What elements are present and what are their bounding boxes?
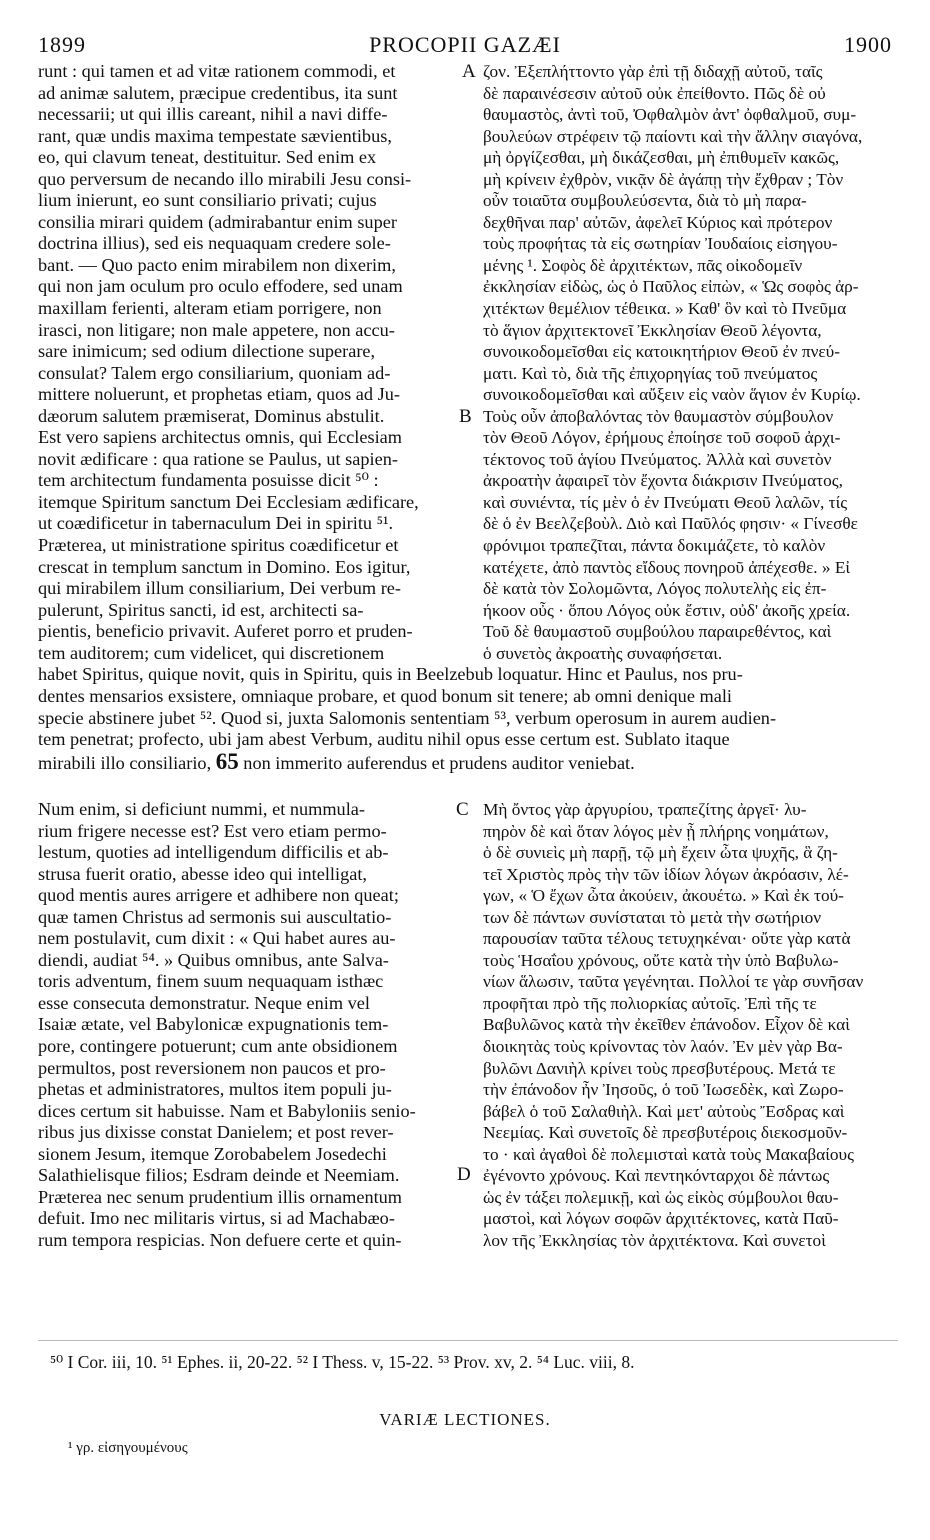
column-number-65: 65 bbox=[215, 749, 239, 774]
latin-bottom-line: defuit. Imo nec militaris virtus, si ad Machabæo- bbox=[38, 1208, 395, 1229]
greek-top-line: δὲ ὁ ἐν Βεελζεβοὺλ. Διὸ καὶ Παῦλός φησιν· « Γίνεσθε bbox=[483, 514, 858, 534]
latin-bottom-line: lestum, quoties ad intelligendum difficilis et ab- bbox=[38, 842, 389, 863]
latin-top-line: tem architectum fundamenta posuisse dicit ⁵⁰ : bbox=[38, 470, 379, 491]
latin-bottom-line: Isaiæ ætate, vel Babylonicæ expugnationis tem- bbox=[38, 1014, 389, 1035]
margin-letter-b: B bbox=[459, 406, 472, 427]
latin-top-line: tem auditorem; cum videlicet, qui discretionem bbox=[38, 642, 385, 663]
greek-bottom-line: τοὺς Ἡσαΐου χρόνους, οὔτε κατὰ τὴν ὑπὸ Βαβυλω- bbox=[483, 950, 839, 970]
greek-bottom-line: προφῆται πρὸ τῆς πολιορκίας αὐτοῖς. Ἐπὶ τῆς τε bbox=[483, 993, 817, 1013]
greek-top-line: κατέχετε, ἀπὸ παντὸς εἴδους πονηροῦ ἀπέχεσθε. » Εἰ bbox=[483, 557, 851, 577]
greek-bottom-line: πηρὸν δὲ καὶ ὅταν λόγος μὲν ᾖ πλήρης νοημάτων, bbox=[483, 821, 829, 841]
greek-column-top bbox=[483, 61, 898, 664]
latin-bottom-line: ribus jus dixisse constat Danielem; et post rever- bbox=[38, 1122, 394, 1143]
latin-bottom-line: esse consecuta demonstratur. Neque enim vel bbox=[38, 992, 370, 1013]
latin-top-line: bant. — Quo pacto enim mirabilem non dixerim, bbox=[38, 254, 396, 275]
latin-top-line: qui mirabilem illum consiliarium, Dei verbum re- bbox=[38, 578, 402, 599]
latin-bottom-line: rium frigere necesse est? Est vero etiam permo- bbox=[38, 820, 387, 841]
latin-top-line: lium inierunt, eo sunt consiliario privati; cujus bbox=[38, 190, 377, 211]
full-width-line: specie abstinere jubet ⁵². Quod si, juxta Salomonis sententiam ⁵³, verbum operosum in aurem audien- bbox=[38, 707, 777, 728]
greek-top-line: θαυμαστὸς, ἀντὶ τοῦ, Ὀφθαλμὸν ἀντ' ὀφθαλμοῦ, συμ- bbox=[483, 105, 857, 125]
greek-top-line: δεχθῆναι παρ' αὐτῶν, ἀφελεῖ Κύριος καὶ πρότερον bbox=[483, 212, 833, 232]
latin-bottom-line: pore, contingere potuerunt; cum ante obsidionem bbox=[38, 1036, 398, 1057]
latin-bottom-line: phetas et administratores, multos item populi ju- bbox=[38, 1079, 392, 1100]
greek-bottom-line: βυλῶνι Δανιὴλ κρίνει τοὺς πρεσβυτέρους. Μετά τε bbox=[483, 1058, 836, 1078]
full-width-latin bbox=[38, 664, 898, 751]
greek-bottom-line: Μὴ ὄντος γὰρ ἀργυρίου, τραπεζίτης ἀργεῖ· λυ- bbox=[483, 800, 807, 819]
greek-bottom-line: τὴν ἐπάνοδον ἦν Ἰησοῦς, ὁ τοῦ Ἰωσεδὲκ, καὶ Ζωρο- bbox=[483, 1080, 844, 1100]
greek-bottom-line: Βαβυλῶνος κατὰ τὴν ἐκεῖθεν ἐπάνοδον. Εἶχον δὲ καὶ bbox=[483, 1015, 850, 1035]
latin-column-bottom bbox=[38, 799, 463, 1251]
greek-top-line: Τοῦ δὲ θαυμαστοῦ συμβούλου παραιρεθέντος, καὶ bbox=[483, 622, 832, 642]
right-page-number: 1900 bbox=[844, 32, 892, 57]
greek-top-line: καὶ συνιέντα, τίς μὲν ὁ ἐν Πνεύματι Θεοῦ λαλῶν, τίς bbox=[483, 492, 848, 512]
variae-lectiones-note: ¹ γρ. εἰσηγουμένους bbox=[68, 1440, 188, 1456]
latin-top-line: runt : qui tamen et ad vitæ rationem commodi, et bbox=[38, 61, 396, 81]
greek-top-line: μένης ¹. Σοφὸς δὲ ἀρχιτέκτων, πᾶς οἰκοδομεῖν bbox=[483, 255, 803, 275]
greek-top-line: μὴ ὀργίζεσθαι, μὴ δικάζεσθαι, μὴ ἐπιθυμεῖν κακῶς, bbox=[483, 148, 840, 168]
full-width-last-line-end: non immerito auferendus et prudens auditor veniebat. bbox=[243, 753, 635, 773]
greek-top-line: μὴ κρίνειν ἐχθρὸν, νικᾷν δὲ ἀγάπῃ τὴν ἔχθραν ; Τὸν bbox=[483, 169, 844, 189]
latin-bottom-line: Num enim, si deficiunt nummi, et nummula- bbox=[38, 799, 365, 819]
footnote-rule bbox=[38, 1340, 898, 1341]
latin-bottom-line: permultos, post reversionem non paucos et pro- bbox=[38, 1057, 386, 1078]
greek-bottom-line: ὡς ἐν τάξει πολεμικῇ, καὶ ὡς εἰκὸς σύμβουλοι θαυ- bbox=[483, 1187, 839, 1207]
greek-top-line: βουλεύων στρέφειν τῷ παίοντι καὶ τὴν ἄλλην σιαγόνα, bbox=[483, 126, 863, 146]
greek-top-line: Τοὺς οὖν ἀποβαλόντας τὸν θαυμαστὸν σύμβουλον bbox=[483, 406, 834, 426]
greek-top-line: ματι. Καὶ τὸ, διὰ τῆς ἐπιχορηγίας τοῦ πνεύματος bbox=[483, 363, 818, 383]
latin-bottom-line: rum tempora respicias. Non defuere certe et quin- bbox=[38, 1229, 402, 1250]
footnotes: ⁵⁰ I Cor. iii, 10. ⁵¹ Ephes. ii, 20-22. ⁵² I Thess. v, 15-22. ⁵³ Prov. xv, 2. ⁵⁴ Luc. viii, 8. bbox=[50, 1352, 635, 1372]
latin-top-line: maxillam ferienti, alteram etiam porrigere, non bbox=[38, 298, 382, 319]
latin-top-line: Præterea, ut ministratione spiritus coædificetur et bbox=[38, 535, 399, 556]
latin-bottom-line: dices certum sit habuisse. Nam et Babyloniis senio- bbox=[38, 1100, 416, 1121]
latin-bottom-line: sionem Jesum, itemque Zorobabelem Josedechi bbox=[38, 1143, 387, 1164]
greek-top-line: συνοικοδομεῖσθαι καὶ αὔξειν εἰς ναὸν ἅγιον ἐν Κυρίῳ. bbox=[483, 385, 861, 405]
greek-bottom-line: ἐγένοντο χρόνους. Καὶ πεντηκόνταρχοι δὲ πάντως bbox=[483, 1166, 830, 1186]
full-width-line: tem penetrat; profecto, ubi jam abest Verbum, auditu nihil opus esse certum est. Sublato itaque bbox=[38, 729, 730, 750]
latin-top-line: ad animæ salutem, præcipue credentibus, ita sunt bbox=[38, 82, 398, 103]
full-width-line: habet Spiritus, quique novit, quis in Spiritu, quis in Beelzebub loquatur. Hinc et Paulus, nos pru- bbox=[38, 664, 743, 684]
greek-top-line: ἐκκλησίαν εἰδὼς, ὡς ὁ Παῦλος εἰπὼν, « Ὡς σοφὸς ἀρ- bbox=[483, 277, 859, 297]
greek-bottom-line: Νεεμίας. Καὶ συνετοῖς δὲ πρεσβυτέροις διεκοσμοῦν- bbox=[483, 1123, 848, 1143]
latin-bottom-line: strusa fuerit oratio, abesse ideo qui intelligat, bbox=[38, 863, 367, 884]
latin-bottom-line: quod mentis aures arrigere et adhibere non queat; bbox=[38, 885, 399, 906]
greek-bottom-line: των δὲ πάντων συνίσταται τὸ μετὰ τὴν σωτήριον bbox=[483, 907, 822, 927]
greek-bottom-line: λον τῆς Ἐκκλησίας τὸν ἀρχιτέκτονα. Καὶ συνετοὶ bbox=[483, 1230, 826, 1250]
greek-top-line: δὲ παραινέσεσιν αὐτοῦ οὐκ ἐπείθοντο. Πῶς δὲ οὐ bbox=[483, 83, 826, 103]
latin-top-line: necessarii; ut qui illis careant, nihil a navi diffe- bbox=[38, 104, 388, 125]
latin-bottom-line: toris adventum, finem suum nequaquam isthæc bbox=[38, 971, 384, 992]
greek-top-line: ὁ συνετὸς ἀκροατὴς συναφήσεται. bbox=[483, 643, 723, 663]
full-width-line: dentes mensarios exsistere, omniaque probare, et quod bonum sit tenere; ab omni denique mali bbox=[38, 685, 732, 706]
greek-bottom-line: παρουσίαν ταῦτα τέλους τετυχηκέναι· οὔτε γὰρ κατὰ bbox=[483, 929, 851, 949]
margin-letter-a: A bbox=[462, 61, 476, 82]
margin-letter-d: D bbox=[457, 1164, 471, 1185]
latin-top-line: ut coædificetur in tabernaculum Dei in spiritu ⁵¹. bbox=[38, 513, 394, 534]
full-width-last-line bbox=[38, 751, 898, 775]
greek-bottom-line: ὁ δὲ συνιεὶς μὴ παρῇ, τῷ μὴ ἔχειν ὦτα ψυχῆς, ἃ ζη- bbox=[483, 843, 838, 863]
greek-column-bottom bbox=[483, 799, 898, 1251]
greek-bottom-line: γων, « Ὁ ἔχων ὦτα ἀκούειν, ἀκουέτω. » Καὶ ἐκ τού- bbox=[483, 886, 844, 906]
latin-top-line: qui non jam oculum pro oculo effodere, sed unam bbox=[38, 276, 403, 297]
latin-top-line: crescat in templum sanctum in Domino. Eos igitur, bbox=[38, 556, 411, 577]
latin-top-line: novit ædificare : qua ratione se Paulus, ut sapien- bbox=[38, 448, 398, 469]
latin-column-top bbox=[38, 61, 463, 664]
greek-bottom-line: τεῖ Χριστὸς πρὸς τὴν τῶν ἰδίων λόγων ἀκρόασιν, λέ- bbox=[483, 864, 849, 884]
full-width-last-line-start: mirabili illo consiliario, bbox=[38, 753, 212, 773]
greek-bottom-line: μαστοὶ, καὶ λόγων σοφῶν ἀρχιτέκτονες, κατὰ Παῦ- bbox=[483, 1209, 839, 1229]
latin-top-line: rant, quæ undis maxima tempestate sævientibus, bbox=[38, 125, 392, 146]
greek-top-line: οὖν τοιαῦτα συμβουλεύσεντα, διὰ τὸ μὴ παρα- bbox=[483, 191, 807, 211]
latin-top-line: itemque Spiritum sanctum Dei Ecclesiam ædificare, bbox=[38, 491, 419, 512]
latin-top-line: consulat? Talem ergo consiliarium, quoniam ad- bbox=[38, 362, 391, 383]
latin-top-line: Est vero sapiens architectus omnis, qui Ecclesiam bbox=[38, 427, 403, 448]
greek-top-line: συνοικοδομεῖσθαι εἰς κατοικητήριον Θεοῦ ἐν πνεύ- bbox=[483, 342, 840, 362]
greek-bottom-line: βάβελ ὁ τοῦ Σαλαθιὴλ. Καὶ μετ' αὐτοὺς Ἔσδρας καὶ bbox=[483, 1101, 845, 1121]
latin-bottom-line: nem postulavit, cum dixit : « Qui habet aures au- bbox=[38, 928, 396, 949]
running-title: PROCOPII GAZÆI bbox=[369, 32, 561, 57]
greek-top-line: τὸν Θεοῦ Λόγον, ἐρήμους ἐποίησε τοῦ σοφοῦ ἀρχι- bbox=[483, 428, 841, 448]
greek-top-line: φρόνιμοι τραπεζῖται, πάντα δοκιμάζετε, τὸ καλὸν bbox=[483, 536, 826, 556]
latin-top-line: eo, qui clavum teneat, destituitur. Sed enim ex bbox=[38, 147, 377, 168]
greek-top-line: δὲ κατὰ τὸν Σολομῶντα, Λόγος πολυτελὴς εἰς ἐπ- bbox=[483, 579, 827, 599]
latin-top-line: consilia mirari quidem (admirabantur enim super bbox=[38, 211, 397, 232]
margin-letter-c: C bbox=[456, 799, 469, 820]
greek-bottom-line: το · καὶ ἀγαθοὶ δὲ πολεμισταὶ κατὰ τοὺς Μακαβαίους bbox=[483, 1144, 854, 1164]
latin-bottom-line: Præterea nec senum prudentium illis ornamentum bbox=[38, 1186, 403, 1207]
greek-top-line: τὸ ἅγιον ἀρχιτεκτονεῖ Ἐκκλησίαν Θεοῦ λέγοντα, bbox=[483, 320, 822, 340]
greek-bottom-line: νίων ἅλωσιν, ταῦτα γεγένηται. Πολλοί τε γὰρ συνῆσαν bbox=[483, 972, 864, 992]
latin-bottom-line: diendi, audiat ⁵⁴. » Quibus omnibus, ante Salva- bbox=[38, 949, 389, 970]
variae-lectiones-heading: VARIÆ LECTIONES. bbox=[379, 1410, 551, 1429]
greek-top-line: ἀκροατὴν ἀφαιρεῖ τὸν ἔχοντα διάκρισιν Πνεύματος, bbox=[483, 471, 843, 491]
greek-top-line: τέκτονος τοῦ ἁγίου Πνεύματος. Ἀλλὰ καὶ συνετὸν bbox=[483, 449, 832, 469]
latin-top-line: doctrina illius), sed eis nequaquam credere sole- bbox=[38, 233, 391, 254]
latin-bottom-line: quæ tamen Christus ad sermonis sui auscultatio- bbox=[38, 906, 392, 927]
latin-top-line: quo perversum de necando illo mirabili Jesu consi- bbox=[38, 168, 412, 189]
latin-bottom-line: Salathielisque filios; Esdram deinde et Neemiam. bbox=[38, 1165, 400, 1186]
greek-top-line: χιτέκτων θεμέλιον τέθεικα. » Καθ' ὃν καὶ τὸ Πνεῦμα bbox=[483, 299, 847, 319]
latin-top-line: mittere noluerunt, et prophetas etiam, quos ad Ju- bbox=[38, 384, 400, 405]
latin-top-line: sare inimicum; sed odium dilectione superare, bbox=[38, 341, 376, 362]
latin-top-line: pientis, beneficio privavit. Auferet porro et pruden- bbox=[38, 621, 413, 642]
greek-bottom-line: διοικητὰς τοὺς κρίνοντας τὸν λαόν. Ἐν μὲν γὰρ Βα- bbox=[483, 1037, 843, 1057]
latin-top-line: dæorum salutem præmiserat, Dominus abstulit. bbox=[38, 405, 385, 426]
latin-top-line: irasci, non litigare; non male appetere, non accu- bbox=[38, 319, 395, 340]
greek-top-line: ήκοον οὖς · ὅπου Λόγος οὐκ ἔστιν, οὐδ' ἀκοῆς χρεία. bbox=[483, 600, 851, 620]
greek-top-line: ζον. Ἐξεπλήττοντο γὰρ ἐπὶ τῇ διδαχῇ αὐτοῦ, ταῖς bbox=[483, 62, 823, 81]
latin-top-line: pulerunt, Spiritus sancti, id est, architecti sa- bbox=[38, 599, 364, 620]
left-page-number: 1899 bbox=[38, 32, 86, 57]
greek-top-line: τοὺς προφήτας τὰ εἰς σωτηρίαν Ἰουδαίοις εἰσηγου- bbox=[483, 234, 838, 254]
